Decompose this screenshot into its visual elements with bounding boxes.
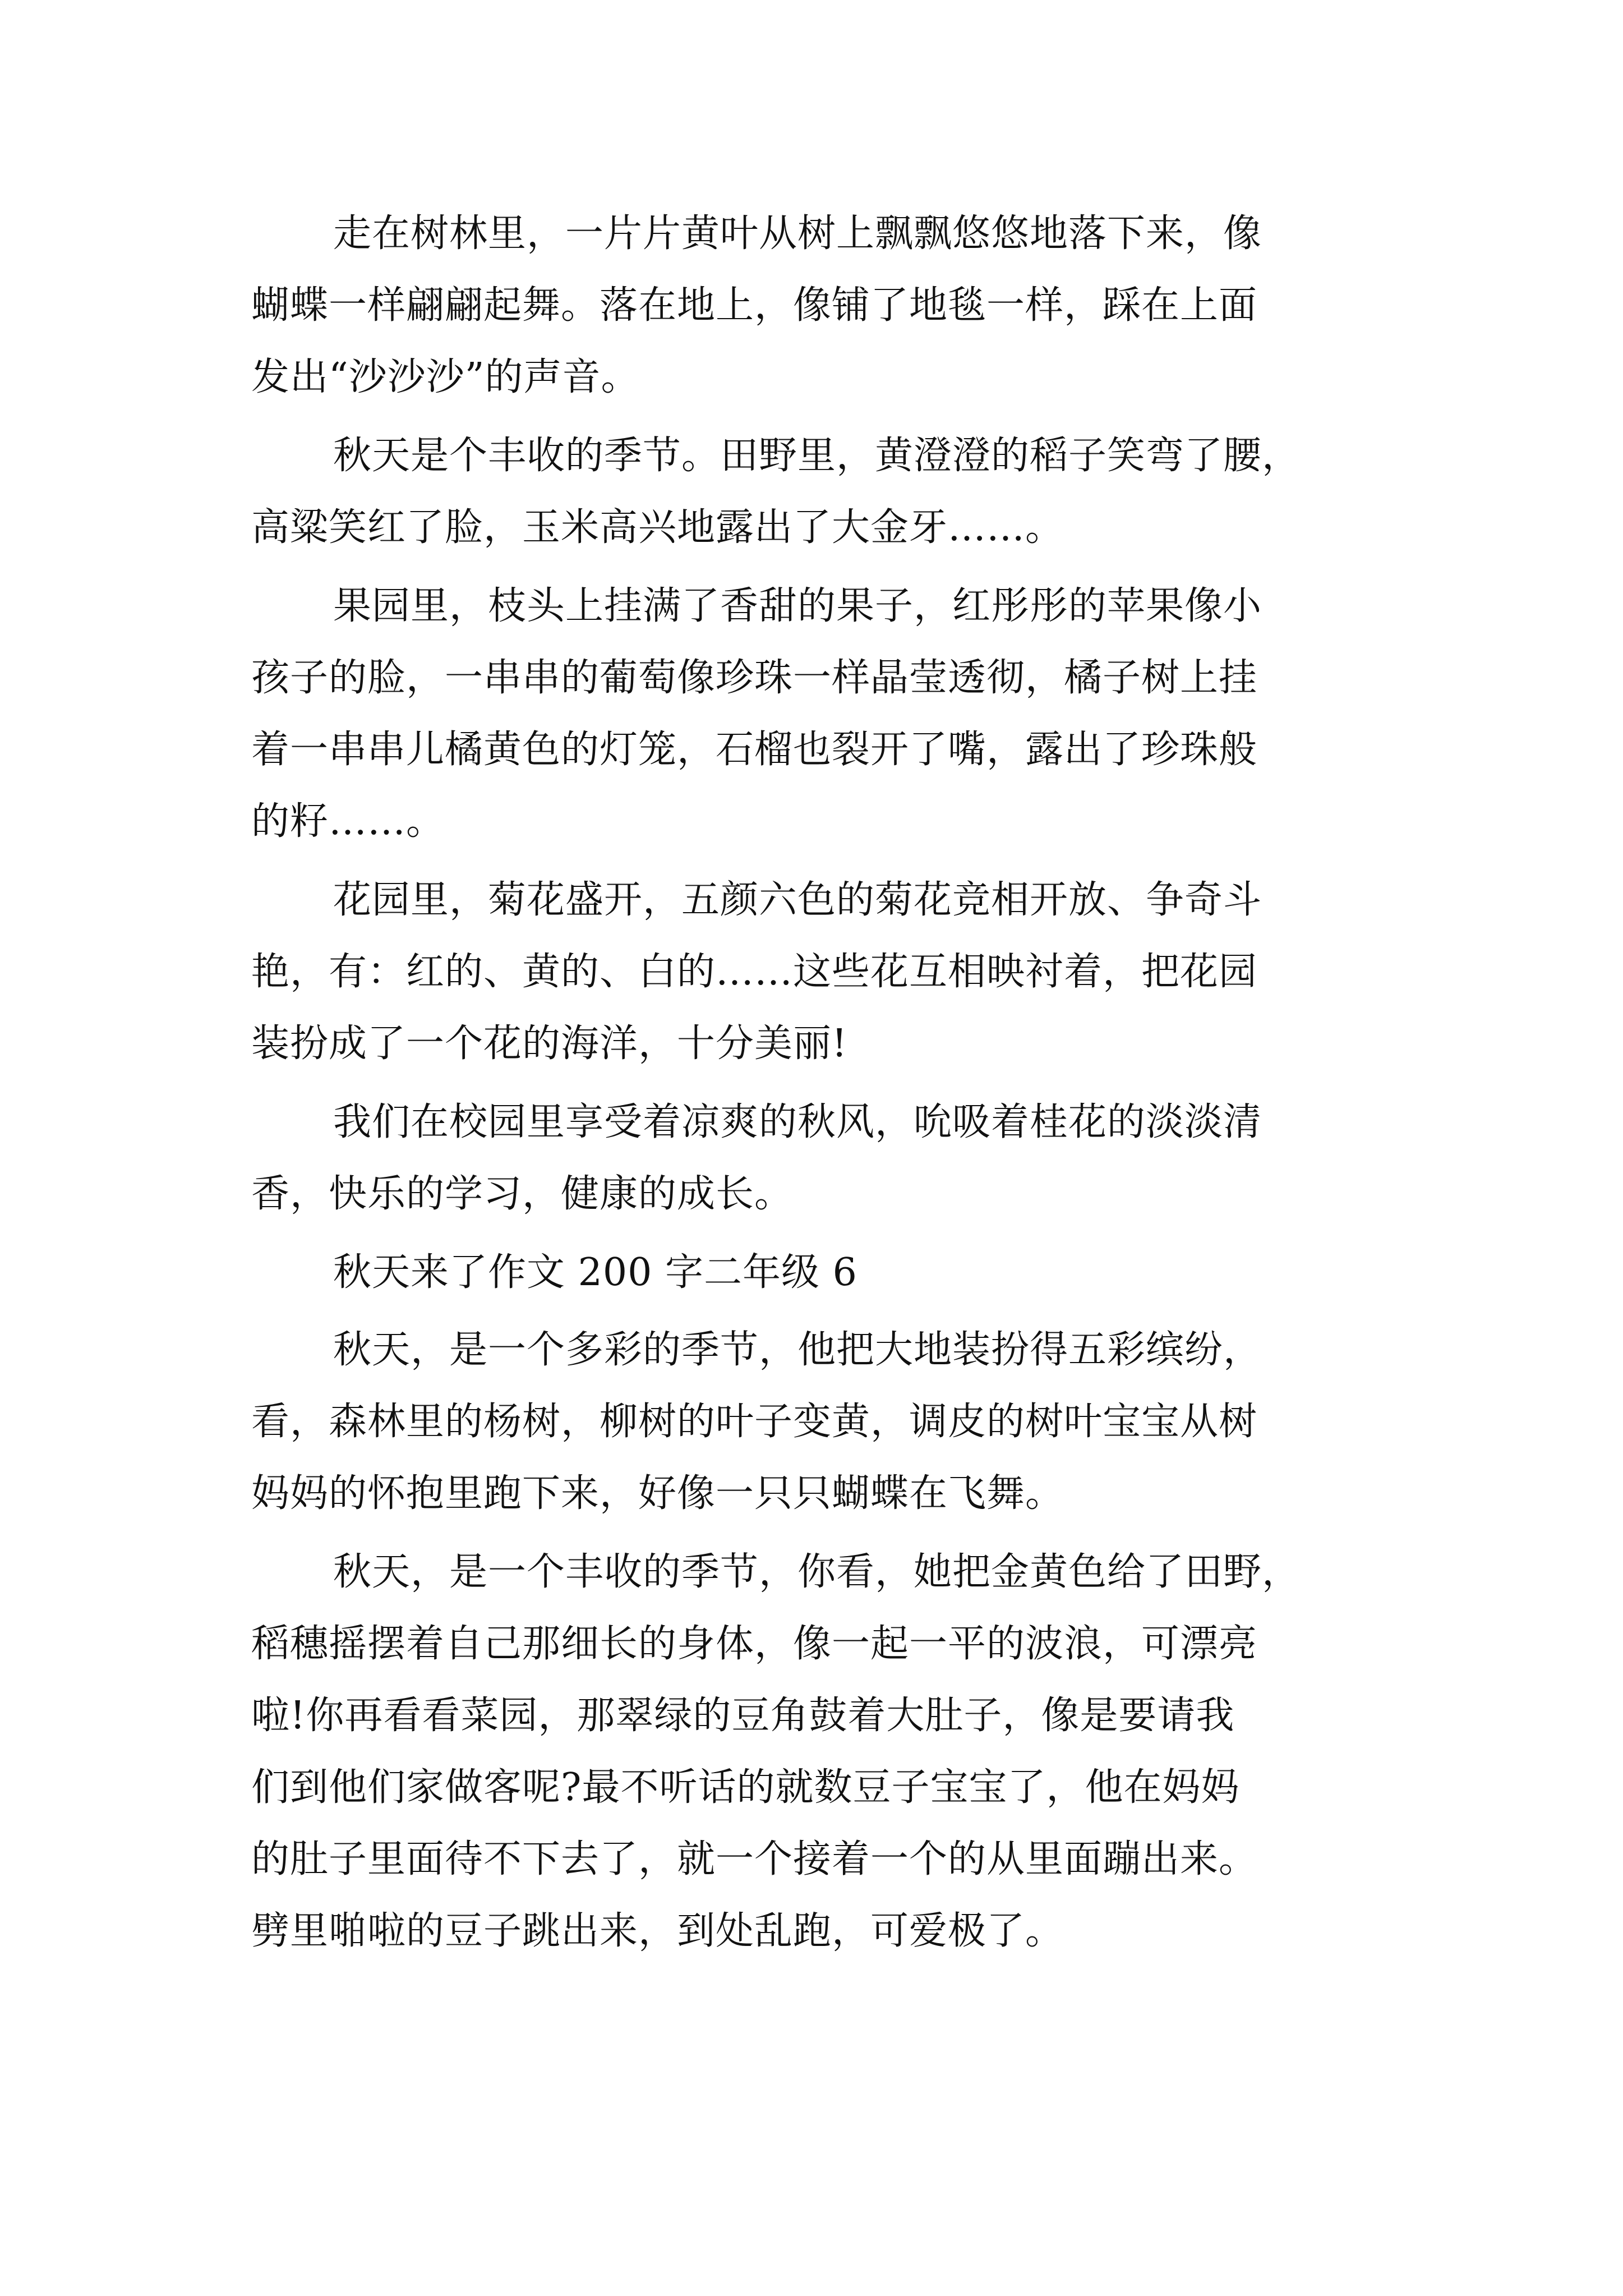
text-line: 花园里，菊花盛开，五颜六色的菊花竞相开放、争奇斗 — [333, 878, 1262, 922]
text-line: 秋天是个丰收的季节。田野里，黄澄澄的稻子笑弯了腰， — [333, 434, 1301, 478]
text-line: 高粱笑红了脸，玉米高兴地露出了大金牙……。 — [251, 505, 1064, 550]
section-heading: 秋天来了作文 200 字二年级 6 — [333, 1250, 857, 1295]
text-line: 香，快乐的学习，健康的成长。 — [251, 1172, 794, 1216]
text-line: 们到他们家做客呢?最不听话的就数豆子宝宝了，他在妈妈 — [251, 1765, 1240, 1810]
text-line: 秋天，是一个多彩的季节，他把大地装扮得五彩缤纷， — [333, 1328, 1262, 1372]
text-line: 看，森林里的杨树，柳树的叶子变黄，调皮的树叶宝宝从树 — [251, 1400, 1258, 1444]
text-line: 蝴蝶一样翩翩起舞。落在地上，像铺了地毯一样，踩在上面 — [251, 283, 1258, 328]
text-line: 艳，有：红的、黄的、白的……这些花互相映衬着，把花园 — [251, 950, 1258, 994]
text-line: 果园里，枝头上挂满了香甜的果子，红彤彤的苹果像小 — [333, 584, 1262, 628]
text-line: 孩子的脸，一串串的葡萄像珍珠一样晶莹透彻，橘子树上挂 — [251, 656, 1258, 700]
text-line: 发出“沙沙沙”的声音。 — [251, 355, 640, 399]
text-line: 装扮成了一个花的海洋，十分美丽! — [251, 1022, 848, 1066]
text-line: 的籽……。 — [251, 799, 445, 844]
text-line: 走在树林里，一片片黄叶从树上飘飘悠悠地落下来，像 — [333, 211, 1262, 256]
text-line: 着一串串儿橘黄色的灯笼，石榴也裂开了嘴，露出了珍珠般 — [251, 728, 1258, 772]
text-line: 我们在校园里享受着凉爽的秋风，吮吸着桂花的淡淡清 — [333, 1100, 1262, 1144]
text-line: 妈妈的怀抱里跑下来，好像一只只蝴蝶在飞舞。 — [251, 1471, 1064, 1516]
text-line: 秋天，是一个丰收的季节，你看，她把金黄色给了田野， — [333, 1550, 1301, 1594]
text-line: 啦!你再看看菜园，那翠绿的豆角鼓着大肚子，像是要请我 — [251, 1694, 1235, 1738]
text-line: 劈里啪啦的豆子跳出来，到处乱跑，可爱极了。 — [251, 1909, 1064, 1953]
text-line: 稻穗摇摆着自己那细长的身体，像一起一平的波浪，可漂亮 — [251, 1622, 1258, 1666]
text-line: 的肚子里面待不下去了，就一个接着一个的从里面蹦出来。 — [251, 1837, 1258, 1881]
